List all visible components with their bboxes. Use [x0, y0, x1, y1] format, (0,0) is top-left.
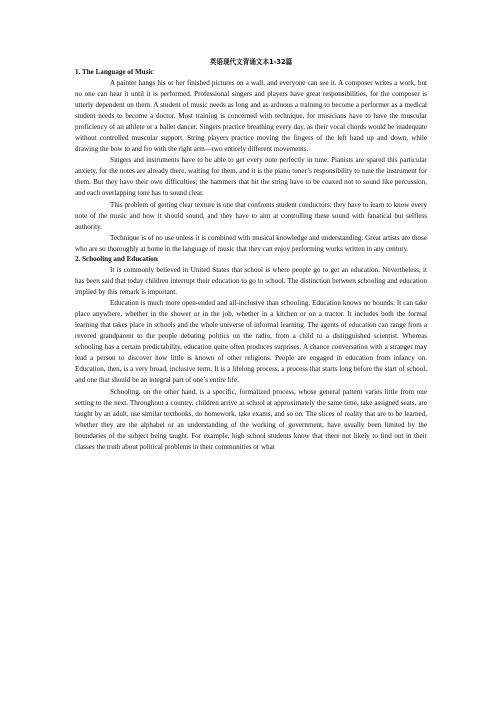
section-heading: 2. Schooling and Education	[75, 255, 158, 263]
document-title: 英语现代文背诵文本1-32篇	[209, 58, 293, 66]
paragraph: Education is much more open-ended and all-inclusive than schooling. Education knows no bounds. It can take place anywhere, whether in the shower or in the job, whether in a kitchen or on a tractor. It includes both the formal learning that takes place in schools and the whole universe of informal learning. The agents of education can range from a revered grandparent to the people debating politics on the radio, from a child to a distinguished scientist. Whereas schooling has a certain predictability, education quite often produces surprises. A chance conversation with a stranger may lead a person to discover how little is known of other religions. People are engaged in education from infancy on. Education, then, is a very broad, inclusive term. It is a lifelong process, a process that starts long before the start of school, and one that should be an integral part of one’s entire life.	[75, 298, 427, 385]
section-schooling-and-education	[75, 255, 427, 453]
paragraph: Schooling, on the other hand, is a specific, formalized process, whose general pattern varies little from one setting to the next. Throughout a country, children arrive at school at approximately the same time, take assigned seats, are taught by an adult, use similar textbooks, do homework, take exams, and so on. The slices of reality that are to be learned, whether they are the alphabet or an understanding of the working of government, have usually been limited by the boundaries of the subject being taught. For example, high school students know that there not likely to find out in their classes the truth about political problems in their communities or what	[75, 387, 427, 451]
paragraph: Technique is of no use unless it is combined with musical knowledge and understanding. Great artists are those who are so thoroughly at home in the language of music that they can enjoy performing works written in any century.	[75, 233, 427, 253]
paragraph: It is commonly believed in United States that school is where people go to get an education. Nevertheless, it has been said that today children interrupt their education to go to school. The distinction between schooling and education implied by this remark is important.	[75, 265, 427, 296]
section-heading: 1. The Language of Music	[75, 68, 154, 76]
section-language-of-music	[75, 68, 427, 255]
paragraph: A painter hangs his or her finished pictures on a wall, and everyone can see it. A composer writes a work, but no one can hear it until it is performed. Professional singers and players have great responsibilities, for the composer is utterly dependent on them. A student of music needs as long and as arduous a training to become a performer as a medical student needs to become a doctor. Most training is concerned with technique, for musicians have to have the muscular proficiency of an athlete or a ballet dancer. Singers practice breathing every day, as their vocal chords would be inadequate without controlled muscular support. String players practice moving the fingers of the left hand up and down, while drawing the bow to and fro with the right arm—two entirely different movements.	[75, 78, 427, 154]
paragraph: This problem of getting clear texture is one that confronts student conductors: they have to learn to know every note of the music and how it should sound, and they have to aim at controlling these sound with fanatical but selfless authority.	[75, 200, 427, 231]
paragraph: Singers and instruments have to be able to get every note perfectly in tune. Pianists are spared this particular anxiety, for the notes are already there, waiting for them, and it is the piano tuner’s responsibility to tune the instrument for them. But they have their own difficulties; the hammers that hit the string have to be coaxed not to sound like percussion, and each overlapping tone has to sound clear.	[75, 156, 427, 198]
